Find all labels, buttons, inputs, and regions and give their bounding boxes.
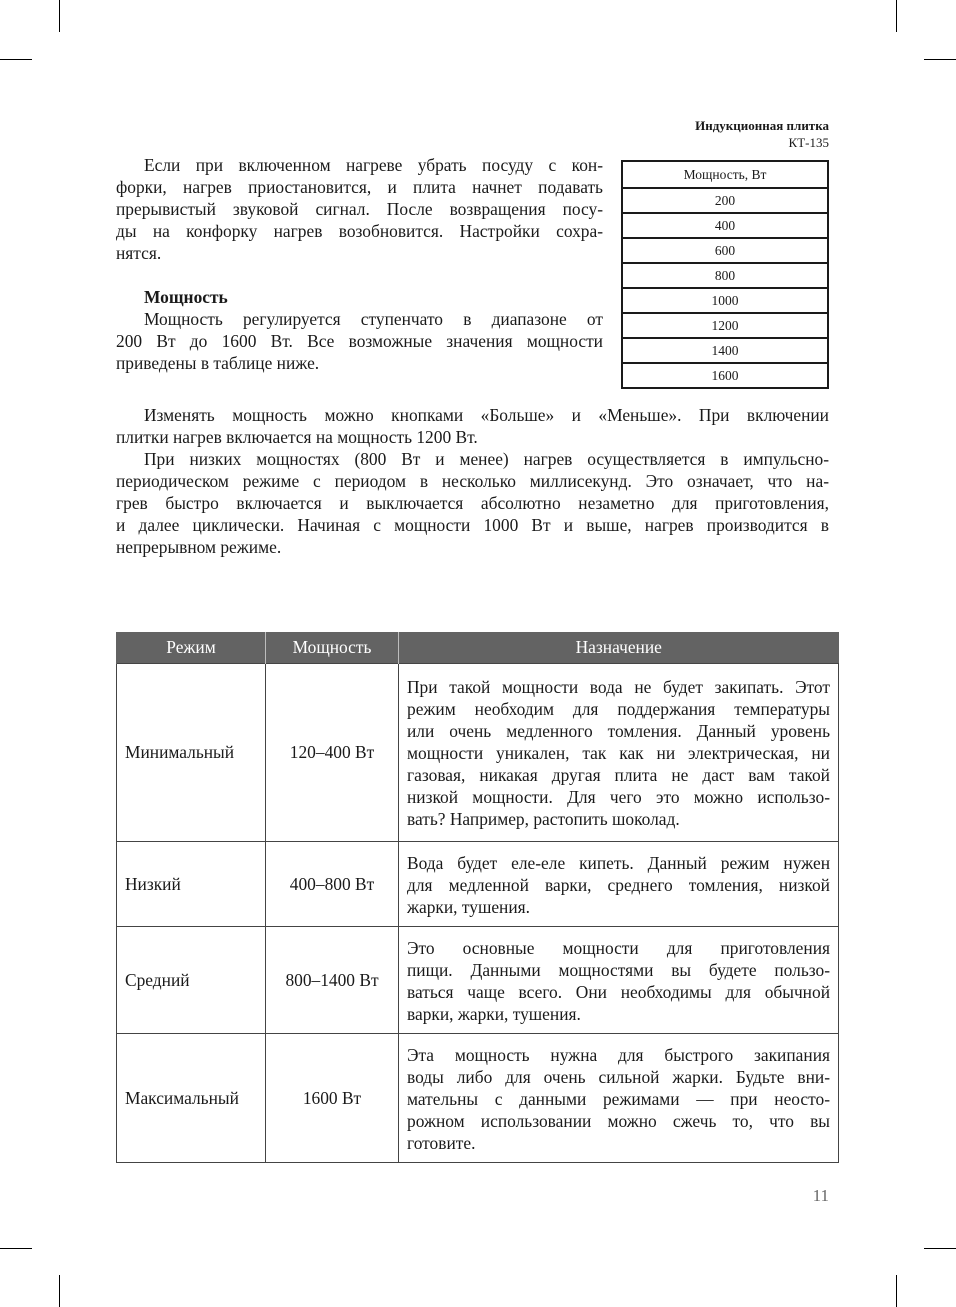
- crop-mark-top-left-v: [59, 0, 60, 32]
- power-value-cell: 1200: [622, 313, 828, 338]
- power-value-cell: 1000: [622, 288, 828, 313]
- table-row: [117, 841, 839, 926]
- mode-cell: Низкий: [117, 841, 266, 926]
- desc-line: газовая, никакая другая плита не даст вам такой: [407, 765, 830, 785]
- desc-line: Вода будет еле-еле кипеть. Данный режим нужен: [407, 852, 830, 873]
- header-purpose: Назначение: [399, 632, 839, 663]
- mode-cell: Минимальный: [117, 663, 266, 841]
- running-head-model: КТ-135: [788, 135, 829, 150]
- power-table-header: Мощность, Вт: [622, 161, 828, 188]
- power-value-cell: 200: [622, 188, 828, 213]
- power-values-table: [621, 160, 829, 389]
- desc-line: мощности уникален, так как ни электрическая, ни: [407, 743, 830, 763]
- desc-line: рожном использовании можно сжечь то, что вы: [407, 1110, 830, 1131]
- text-line: ды на конфорку нагрев возобновится. Настройки сохра-: [116, 221, 603, 241]
- crop-mark-top-right-v: [896, 0, 897, 32]
- power-cell: 120–400 Вт: [266, 663, 399, 841]
- text-line: Если при включенном нагреве убрать посуду с кон-: [144, 155, 603, 175]
- text-line: нятся.: [116, 243, 162, 263]
- table-row: [117, 1033, 839, 1162]
- text-line: При низких мощностях (800 Вт и менее) нагрев осуществляется в импульсно-: [144, 449, 829, 469]
- desc-line: режим необходим для поддержания температуры: [407, 699, 830, 719]
- desc-line: или очень медленного томления. Данный уровень: [407, 721, 830, 741]
- desc-line: воды либо для очень сильной жарки. Будьте вни-: [407, 1066, 830, 1087]
- desc-line: для медленной варки, среднего томления, низкой: [407, 874, 830, 895]
- text-line: плитки нагрев включается на мощность 1200 Вт.: [116, 427, 478, 447]
- power-value-cell: 800: [622, 263, 828, 288]
- desc-line: вать? Например, растопить шоколад.: [407, 809, 680, 829]
- desc-line: низкой мощности. Для чего это можно использо-: [407, 787, 830, 807]
- power-value-cell: 1600: [622, 363, 828, 388]
- desc-line: Эта мощность нужна для быстрого закипания: [407, 1044, 830, 1065]
- purpose-cell: [399, 841, 839, 926]
- power-cell: 1600 Вт: [266, 1033, 399, 1162]
- crop-mark-bottom-right-h: [924, 1248, 956, 1249]
- power-cell: 800–1400 Вт: [266, 926, 399, 1033]
- desc-line: жарки, тушения.: [407, 896, 531, 917]
- desc-line: варки, жарки, тушения.: [407, 1003, 581, 1024]
- text-line: грев быстро включается и выключается абсолютно незаметно для приготовления,: [116, 493, 829, 513]
- purpose-cell: [399, 926, 839, 1033]
- desc-line: При такой мощности вода не будет закипать. Этот: [407, 677, 830, 697]
- pulse-mode-paragraph: [116, 448, 829, 558]
- crop-mark-top-left-h: [0, 59, 32, 60]
- section-heading: Мощность: [144, 287, 228, 307]
- text-line: форки, нагрев приостановится, и плита начнет подавать: [116, 177, 603, 197]
- mode-cell: Средний: [117, 926, 266, 1033]
- desc-line: готовите.: [407, 1132, 476, 1153]
- power-value-cell: 600: [622, 238, 828, 263]
- crop-mark-bottom-left-v: [59, 1275, 60, 1307]
- crop-mark-bottom-left-h: [0, 1248, 32, 1249]
- desc-line: пищи. Данными мощностями вы будете пользо-: [407, 959, 830, 980]
- desc-line: мательны с данными режимами — при неосто-: [407, 1088, 830, 1109]
- page-number: 11: [812, 1186, 829, 1205]
- power-value-cell: 1400: [622, 338, 828, 363]
- desc-line: Это основные мощности для приготовления: [407, 937, 830, 958]
- crop-mark-bottom-right-v: [896, 1275, 897, 1307]
- intro-paragraph: [116, 154, 603, 264]
- text-line: Изменять мощность можно кнопками «Больше» и «Меньше». При включении: [144, 405, 829, 425]
- purpose-cell: [399, 663, 839, 841]
- table-row: [117, 663, 839, 841]
- header-power: Мощность: [266, 632, 399, 663]
- text-line: периодическом режиме с периодом в несколько миллисекунд. Это означает, что на-: [116, 471, 829, 491]
- running-head: [695, 117, 829, 151]
- text-line: непрерывном режиме.: [116, 537, 282, 557]
- crop-mark-top-right-h: [924, 59, 956, 60]
- buttons-paragraph: [116, 404, 829, 448]
- power-modes-table: [116, 632, 839, 1163]
- power-section: [116, 286, 603, 374]
- table-row: [117, 926, 839, 1033]
- text-line: приведены в таблице ниже.: [116, 353, 320, 373]
- desc-line: ваться чаще всего. Они необходимы для обычной: [407, 981, 830, 1002]
- text-line: 200 Вт до 1600 Вт. Все возможные значения мощности: [116, 331, 603, 351]
- power-cell: 400–800 Вт: [266, 841, 399, 926]
- purpose-cell: [399, 1033, 839, 1162]
- mode-cell: Максимальный: [117, 1033, 266, 1162]
- text-line: Мощность регулируется ступенчато в диапазоне от: [144, 309, 603, 329]
- power-value-cell: 400: [622, 213, 828, 238]
- header-mode: Режим: [117, 632, 266, 663]
- text-line: прерывистый звуковой сигнал. После возвращения посу-: [116, 199, 603, 219]
- text-line: и далее циклически. Начиная с мощности 1000 Вт и выше, нагрев производится в: [116, 515, 829, 535]
- running-head-title: Индукционная плитка: [695, 118, 829, 133]
